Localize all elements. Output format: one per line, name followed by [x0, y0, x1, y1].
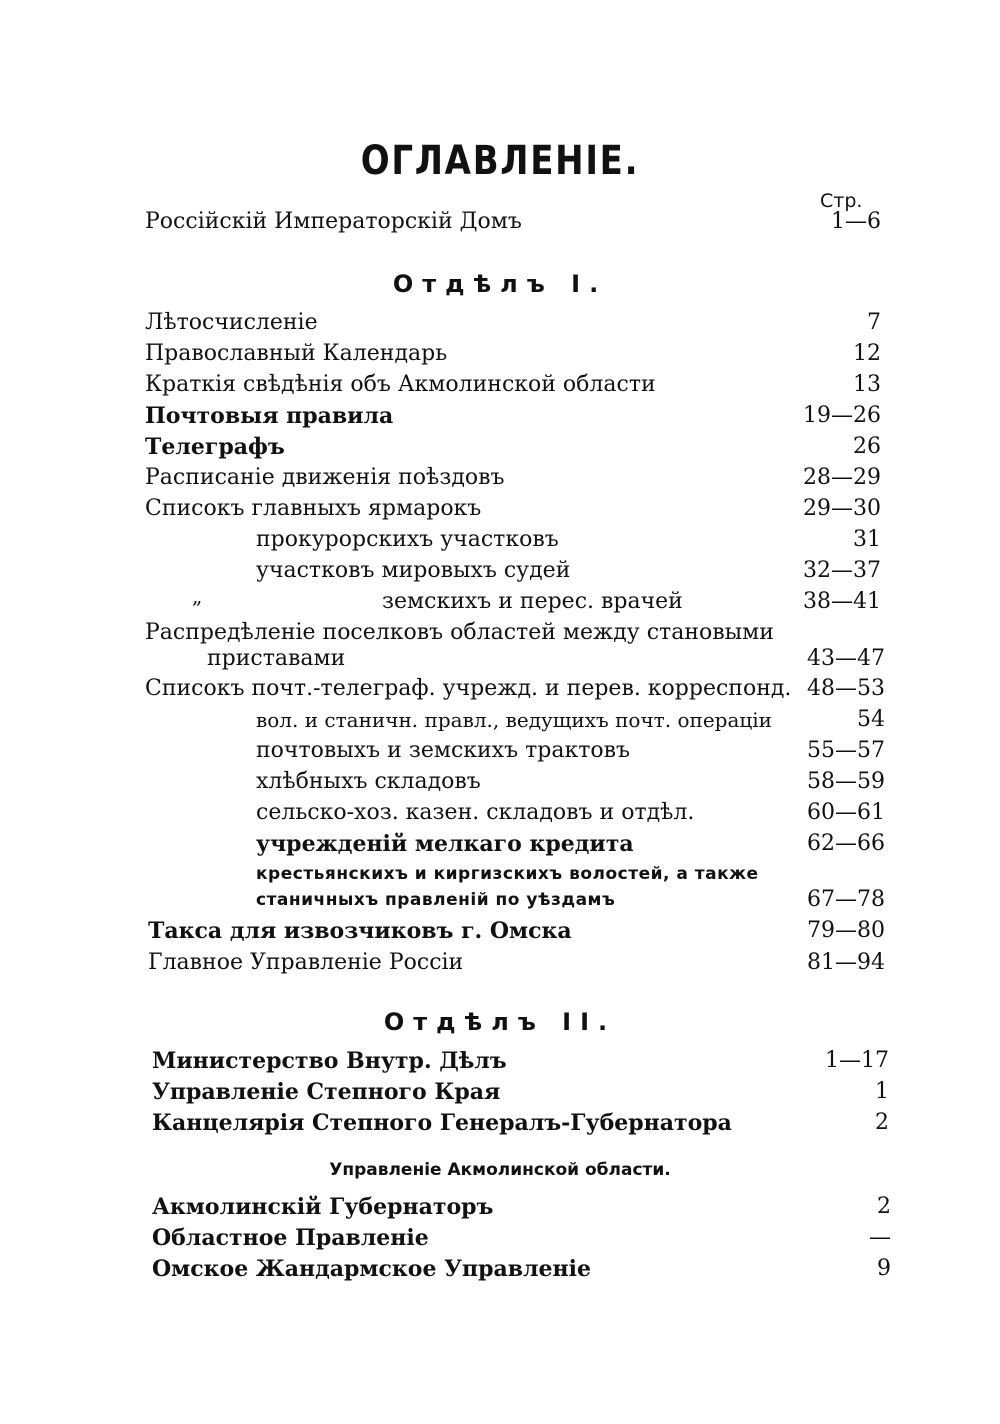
entry-text: Телеграфъ: [145, 434, 285, 460]
entry-page: 43—47: [807, 646, 885, 671]
entry-page: 7: [867, 310, 881, 335]
entry-text: Россійскій Императорскій Домъ: [145, 209, 522, 234]
subsection-heading: Управленіе Акмолинской области.: [329, 1160, 671, 1180]
entry-text: Лѣтосчисленіе: [145, 310, 318, 335]
toc-entry: [256, 798, 885, 828]
entry-text: хлѣбныхъ складовъ: [256, 769, 481, 794]
entry-text: Главное Управленіе Россіи: [148, 950, 464, 975]
entry-page: 2: [875, 1110, 889, 1135]
toc-entry: [256, 767, 885, 797]
toc-entry-continued: [207, 644, 885, 674]
entry-text: Распредѣленіе поселковъ областей между становыми: [145, 620, 774, 645]
entry-text: почтовыхъ и земскихъ трактовъ: [256, 738, 630, 763]
entry-page: 32—37: [803, 558, 881, 583]
toc-entry: [256, 736, 885, 766]
entry-page: 28—29: [803, 465, 881, 490]
entry-text: сельско-хоз. казен. складовъ и отдѣл.: [256, 800, 695, 825]
toc-entry: [152, 1254, 891, 1284]
entry-page: 58—59: [807, 769, 885, 794]
entry-page: 13: [853, 372, 881, 397]
entry-page: 1—17: [825, 1048, 889, 1073]
toc-entry: [152, 1077, 889, 1107]
toc-entry: [152, 1223, 891, 1253]
toc-entry: [382, 587, 881, 617]
toc-entry: [145, 432, 881, 462]
entry-page: 67—78: [807, 887, 885, 912]
page-column-label: Стр.: [820, 190, 863, 212]
entry-page: 54: [857, 707, 885, 732]
entry-text: учрежденій мелкаго кредита: [256, 831, 634, 857]
entry-text: Областное Правленіе: [152, 1225, 429, 1251]
entry-page: 2: [877, 1194, 891, 1219]
toc-entry: [145, 370, 881, 400]
toc-entry: [145, 339, 881, 369]
entry-text: Краткія свѣдѣнія объ Акмолинской области: [145, 372, 656, 397]
entry-text: Управленіе Степного Края: [152, 1079, 501, 1105]
toc-entry: [145, 308, 881, 338]
entry-text: Акмолинскій Губернаторъ: [152, 1194, 494, 1220]
entry-page: 26: [853, 434, 881, 459]
entry-text: крестьянскихъ и киргизскихъ волостей, а также: [256, 864, 759, 884]
entry-page: 29—30: [803, 496, 881, 521]
entry-text: Такса для извозчиковъ г. Омска: [148, 918, 572, 944]
entry-text: Расписаніе движенія поѣздовъ: [145, 465, 505, 490]
toc-title: ОГЛАВЛЕНІЕ.: [360, 138, 640, 184]
toc-entry-continued: [256, 885, 885, 915]
toc-entry: [152, 1192, 891, 1222]
entry-text: Министерство Внутр. Дѣлъ: [152, 1048, 507, 1074]
entry-page: 48—53: [807, 676, 885, 701]
toc-entry: [152, 1046, 889, 1076]
entry-page: 79—80: [807, 918, 885, 943]
entry-page: —: [869, 1225, 891, 1250]
entry-page: 81—94: [807, 950, 885, 975]
entry-page: 60—61: [807, 800, 885, 825]
entry-text: Православный Календарь: [145, 341, 448, 366]
entry-page: 38—41: [803, 589, 881, 614]
entry-text: Омское Жандармское Управленіе: [152, 1256, 591, 1282]
entry-page: 1—6: [831, 209, 881, 234]
entry-text: приставами: [207, 646, 346, 671]
entry-page: 9: [877, 1256, 891, 1281]
entry-page: 55—57: [807, 738, 885, 763]
entry-page: 19—26: [803, 403, 881, 428]
toc-entry: [148, 916, 885, 946]
toc-entry: [256, 556, 881, 586]
entry-text: Списокъ главныхъ ярмарокъ: [145, 496, 482, 521]
entry-text: Канцелярія Степного Генералъ-Губернатора: [152, 1110, 732, 1136]
toc-entry: [152, 1108, 889, 1138]
section-heading: Отдѣлъ II.: [383, 1008, 617, 1036]
entry-text: Списокъ почт.-телеграф. учрежд. и перев. корреспонд.: [145, 676, 792, 701]
entry-page: 62—66: [807, 831, 885, 856]
toc-entry: [145, 494, 881, 524]
entry-text: вол. и станичн. правл., ведущихъ почт. операціи: [256, 708, 772, 732]
entry-page: 31: [853, 527, 881, 552]
entry-text: Почтовыя правила: [145, 403, 394, 429]
section-heading: Отдѣлъ I.: [392, 270, 608, 298]
entry-page: 12: [853, 341, 881, 366]
toc-entry: [145, 401, 881, 431]
toc-entry: [256, 829, 885, 859]
toc-entry: [148, 948, 885, 978]
ditto-mark: „: [192, 584, 203, 608]
entry-text: участковъ мировыхъ судей: [256, 558, 571, 583]
entry-text: станичныхъ правленій по уѣздамъ: [256, 890, 616, 910]
toc-entry: [256, 525, 881, 555]
entry-text: земскихъ и перес. врачей: [382, 589, 683, 614]
toc-entry: [145, 674, 885, 704]
toc-entry: [145, 207, 881, 237]
entry-page: 1: [875, 1079, 889, 1104]
entry-text: прокурорскихъ участковъ: [256, 527, 559, 552]
toc-entry: [256, 705, 885, 735]
toc-entry: [145, 463, 881, 493]
